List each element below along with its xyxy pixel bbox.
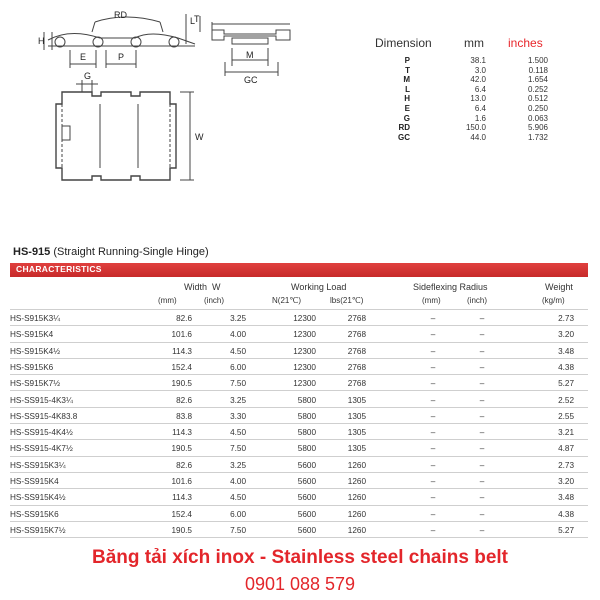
dimension-key: E xyxy=(404,103,410,113)
cell-lbs: 1260 xyxy=(347,493,366,503)
cell-lbs: 1260 xyxy=(347,477,366,486)
sideflex-header: Sideflexing Radius xyxy=(413,282,488,292)
cell-sr-in: – xyxy=(479,330,485,340)
cell-lbs: 2768 xyxy=(347,346,366,356)
load-lbs-header: lbs(21℃) xyxy=(330,296,364,305)
dimension-mm: 1.6 xyxy=(474,113,486,123)
cell-sr-in: – xyxy=(479,493,485,503)
dimension-in: 1.500 xyxy=(527,56,548,65)
dimension-row xyxy=(372,133,572,143)
cell-in: 4.50 xyxy=(230,428,246,438)
cell-sr-mm: – xyxy=(430,509,436,519)
dimension-table xyxy=(372,36,572,142)
dimension-mm: 38.1 xyxy=(470,56,486,65)
cell-name: HS-SS915-4K3¼ xyxy=(10,395,73,405)
cell-w: 4.87 xyxy=(558,444,574,454)
dimension-row xyxy=(372,85,572,95)
cell-in: 6.00 xyxy=(230,362,246,372)
cell-mm: 82.6 xyxy=(176,460,192,470)
cell-w: 2.73 xyxy=(558,314,574,323)
cell-in: 4.50 xyxy=(230,346,246,356)
dimension-in: 0.118 xyxy=(528,65,548,75)
dimension-key: RD xyxy=(398,123,410,133)
label-m: M xyxy=(246,50,254,60)
dimension-header: Dimension xyxy=(375,36,432,50)
dimension-key: G xyxy=(403,113,410,123)
cell-sr-in: – xyxy=(479,477,485,486)
cell-n: 5800 xyxy=(297,444,316,454)
sideflex-inch-header: (inch) xyxy=(467,296,488,305)
cell-sr-in: – xyxy=(479,411,485,421)
label-t: T xyxy=(194,14,200,24)
width-mm-header: (mm) xyxy=(158,296,177,305)
cell-mm: 114.3 xyxy=(172,428,192,438)
cell-in: 4.50 xyxy=(230,493,246,503)
dimension-row xyxy=(372,114,572,124)
cell-in: 3.25 xyxy=(230,460,246,470)
table-row xyxy=(10,343,588,359)
footer-phone[interactable]: 0901 088 579 xyxy=(244,574,356,594)
product-code: HS-915 xyxy=(13,246,51,258)
cell-w: 2.52 xyxy=(558,395,574,405)
label-e: E xyxy=(80,52,87,62)
load-n-header: N(21℃) xyxy=(272,296,301,305)
cell-in: 4.00 xyxy=(230,477,246,486)
cell-name: HS-SS915-4K83.8 xyxy=(10,411,78,421)
label-h: H xyxy=(38,36,45,46)
cell-n: 5600 xyxy=(297,477,316,486)
cell-lbs: 1260 xyxy=(347,460,366,470)
table-row xyxy=(10,440,588,456)
dimension-in: 1.654 xyxy=(527,75,548,85)
cell-lbs: 1305 xyxy=(347,444,366,454)
cell-name: HS-S915K4 xyxy=(10,330,54,340)
weight-header: Weight xyxy=(545,282,573,292)
cell-n: 5600 xyxy=(297,493,316,503)
cell-sr-mm: – xyxy=(430,362,436,372)
dimension-mm: 44.0 xyxy=(470,132,486,142)
cell-lbs: 1305 xyxy=(347,395,366,405)
cell-lbs: 1305 xyxy=(347,411,366,421)
cell-w: 4.38 xyxy=(558,362,574,372)
cell-in: 3.25 xyxy=(230,395,246,405)
dimension-in: 0.512 xyxy=(527,94,548,104)
footer-title: Băng tải xích inox - Stainless steel chains belt xyxy=(91,547,508,568)
cell-in: 6.00 xyxy=(230,509,246,519)
cell-lbs: 2768 xyxy=(347,314,366,323)
dimension-in: 1.732 xyxy=(527,132,548,142)
label-gc: GC xyxy=(244,75,258,85)
cell-sr-in: – xyxy=(479,444,485,454)
cell-mm: 190.5 xyxy=(171,379,192,389)
dimension-key: H xyxy=(404,94,410,104)
cell-name: HS-SS915K6 xyxy=(10,509,59,519)
cell-sr-mm: – xyxy=(430,444,436,454)
cell-sr-in: – xyxy=(479,346,485,356)
table-row xyxy=(10,457,588,473)
cell-name: HS-S915K6 xyxy=(10,362,54,372)
cell-sr-in: – xyxy=(479,379,485,389)
label-p: P xyxy=(118,52,125,62)
dimension-row xyxy=(372,104,572,114)
cell-lbs: 1260 xyxy=(347,525,366,535)
sideflex-mm-header: (mm) xyxy=(422,296,441,305)
cell-w: 2.73 xyxy=(558,460,574,470)
cell-sr-mm: – xyxy=(430,330,436,340)
cell-mm: 152.4 xyxy=(171,362,192,372)
product-title xyxy=(13,246,209,258)
cell-in: 3.30 xyxy=(230,411,246,421)
dimension-mm: 150.0 xyxy=(465,123,486,133)
cell-sr-in: – xyxy=(479,509,485,519)
cell-in: 4.00 xyxy=(230,330,246,340)
table-row xyxy=(10,326,588,342)
mm-header: mm xyxy=(464,36,484,50)
table-row xyxy=(10,506,588,522)
cell-n: 5600 xyxy=(297,525,316,535)
cell-w: 2.55 xyxy=(558,411,574,421)
cell-in: 3.25 xyxy=(230,314,246,323)
label-l: L xyxy=(190,16,196,26)
width-inch-header: (inch) xyxy=(204,296,225,305)
cell-w: 3.21 xyxy=(558,428,574,438)
working-load-header: Working Load xyxy=(291,282,347,292)
cell-mm: 190.5 xyxy=(171,444,192,454)
cell-lbs: 2768 xyxy=(347,330,366,340)
dimension-key: T xyxy=(405,65,410,75)
cell-n: 12300 xyxy=(293,346,316,356)
label-rd: RD xyxy=(114,10,127,20)
product-subtitle: (Straight Running-Single Hinge) xyxy=(53,246,209,258)
cell-w: 3.48 xyxy=(558,493,574,503)
dimension-key: GC xyxy=(398,132,410,142)
cell-w: 4.38 xyxy=(558,509,574,519)
cell-n: 12300 xyxy=(293,379,316,389)
dimension-in: 0.063 xyxy=(527,113,548,123)
cell-w: 3.48 xyxy=(558,346,574,356)
cell-sr-mm: – xyxy=(430,411,436,421)
dimension-row xyxy=(372,123,572,133)
dimension-key: P xyxy=(404,56,410,65)
cell-n: 5600 xyxy=(297,509,316,519)
cell-name: HS-SS915K4 xyxy=(10,477,59,486)
cell-sr-mm: – xyxy=(430,346,436,356)
cell-n: 12300 xyxy=(293,314,316,323)
cell-mm: 82.6 xyxy=(176,314,192,323)
dimension-row xyxy=(372,94,572,104)
cell-w: 3.20 xyxy=(558,477,574,486)
width-header: Width W xyxy=(184,282,221,292)
cell-name: HS-SS915-4K4½ xyxy=(10,428,73,438)
table-row xyxy=(10,473,588,489)
chain-technical-drawing xyxy=(0,0,360,235)
label-w: W xyxy=(195,132,204,142)
dimension-mm: 3.0 xyxy=(474,65,486,75)
table-row xyxy=(10,489,588,505)
dimension-mm: 6.4 xyxy=(474,84,486,94)
cell-sr-mm: – xyxy=(430,477,436,486)
dimension-table-header xyxy=(372,36,572,56)
inches-header: inches xyxy=(508,36,543,50)
table-row xyxy=(10,522,588,538)
cell-lbs: 1260 xyxy=(347,509,366,519)
cell-sr-mm: – xyxy=(430,493,436,503)
cell-in: 7.50 xyxy=(230,525,246,535)
dimension-row xyxy=(372,66,572,76)
cell-sr-mm: – xyxy=(430,525,436,535)
cell-sr-mm: – xyxy=(430,428,436,438)
cell-lbs: 2768 xyxy=(347,362,366,372)
cell-mm: 83.8 xyxy=(176,411,192,421)
cell-sr-mm: – xyxy=(430,460,436,470)
cell-n: 5800 xyxy=(297,395,316,405)
cell-in: 7.50 xyxy=(230,444,246,454)
table-row xyxy=(10,359,588,375)
cell-sr-in: – xyxy=(479,362,485,372)
cell-n: 5600 xyxy=(297,460,316,470)
cell-mm: 101.6 xyxy=(171,330,192,340)
cell-mm: 82.6 xyxy=(176,395,192,405)
weight-unit-header: (kg/m) xyxy=(542,296,565,305)
cell-mm: 101.6 xyxy=(171,477,192,486)
cell-mm: 114.3 xyxy=(172,346,192,356)
cell-sr-mm: – xyxy=(430,395,436,405)
cell-in: 7.50 xyxy=(230,379,246,389)
table-row xyxy=(10,310,588,326)
table-row xyxy=(10,392,588,408)
cell-w: 5.27 xyxy=(558,379,574,389)
dimension-key: M xyxy=(403,75,410,85)
cell-sr-in: – xyxy=(479,314,485,323)
dimension-rows xyxy=(372,56,572,142)
cell-sr-in: – xyxy=(479,395,485,405)
dimension-mm: 42.0 xyxy=(470,75,486,85)
table-row xyxy=(10,408,588,424)
cell-name: HS-S915K3¼ xyxy=(10,314,61,323)
cell-name: HS-SS915K3¼ xyxy=(10,460,66,470)
cell-lbs: 2768 xyxy=(347,379,366,389)
label-g: G xyxy=(84,71,92,81)
table-row xyxy=(10,424,588,440)
characteristics-label: CHARACTERISTICS xyxy=(16,264,102,274)
cell-sr-in: – xyxy=(479,428,485,438)
cell-lbs: 1305 xyxy=(347,428,366,438)
cell-w: 5.27 xyxy=(558,525,574,535)
cell-name: HS-S915K7½ xyxy=(10,379,61,389)
characteristics-bar xyxy=(10,263,588,277)
dimension-mm: 6.4 xyxy=(474,103,486,113)
dimension-in: 5.906 xyxy=(527,123,548,133)
cell-name: HS-SS915K7½ xyxy=(10,525,66,535)
dimension-in: 0.250 xyxy=(527,103,548,113)
table-row xyxy=(10,375,588,391)
dimension-row xyxy=(372,75,572,85)
cell-n: 5800 xyxy=(297,428,316,438)
dimension-in: 0.252 xyxy=(527,84,548,94)
cell-n: 12300 xyxy=(293,330,316,340)
cell-n: 5800 xyxy=(297,411,316,421)
cell-mm: 152.4 xyxy=(171,509,192,519)
cell-sr-mm: – xyxy=(430,379,436,389)
cell-sr-in: – xyxy=(479,460,485,470)
cell-n: 12300 xyxy=(293,362,316,372)
cell-sr-in: – xyxy=(479,525,485,535)
cell-w: 3.20 xyxy=(558,330,574,340)
cell-mm: 190.5 xyxy=(171,525,192,535)
cell-mm: 114.3 xyxy=(172,493,192,503)
dimension-row xyxy=(372,56,572,66)
cell-name: HS-SS915-4K7½ xyxy=(10,444,73,454)
dimension-mm: 13.0 xyxy=(470,94,486,104)
cell-sr-mm: – xyxy=(430,314,436,323)
cell-name: HS-SS915K4½ xyxy=(10,493,66,503)
dimension-key: L xyxy=(405,84,410,94)
cell-name: HS-S915K4½ xyxy=(10,346,61,356)
